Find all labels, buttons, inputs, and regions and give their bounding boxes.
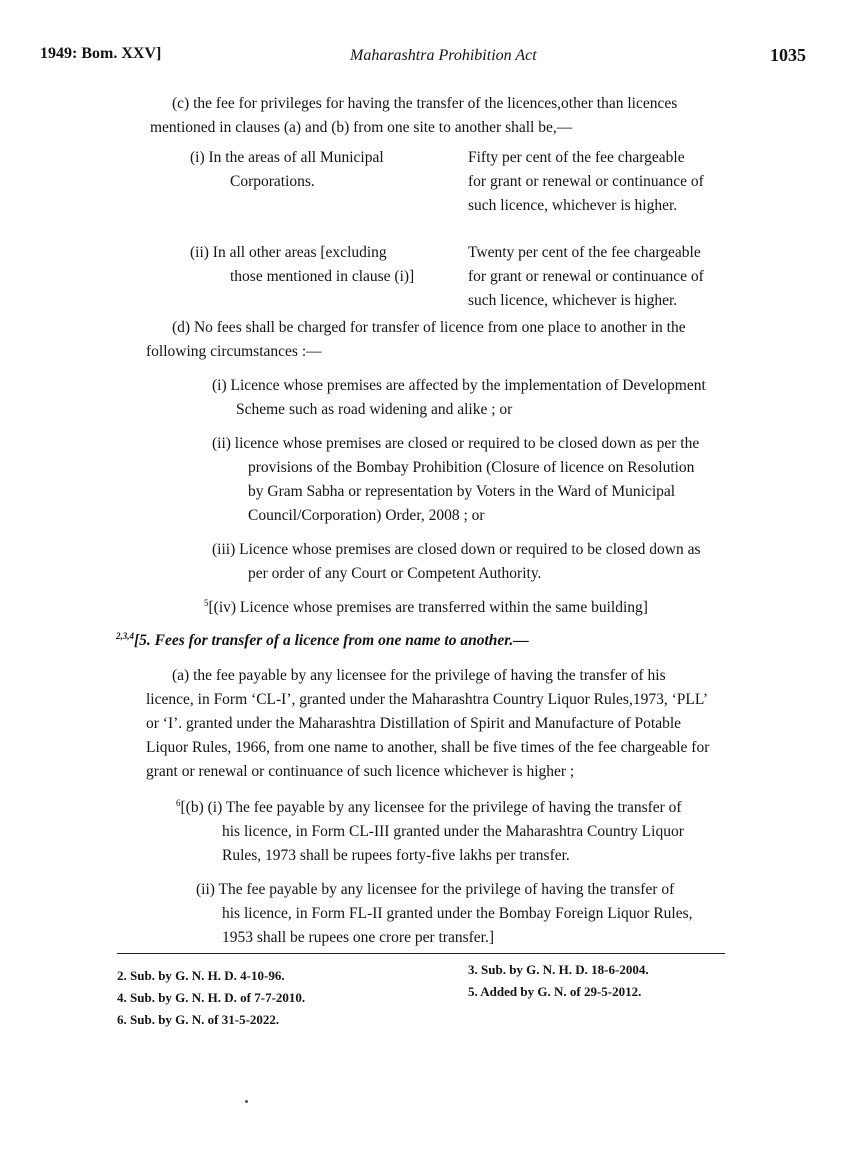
header-act-title: Maharashtra Prohibition Act [350, 47, 537, 64]
clause-c-item-1-fee-line-1: Fifty per cent of the fee chargeable [468, 149, 685, 166]
section-5-heading [116, 629, 529, 653]
clause-d-item-ii-line-4: Council/Corporation) Order, 2008 ; or [248, 507, 485, 524]
clause-c-item-1-fee-line-3: such licence, whichever is higher. [468, 197, 678, 214]
clause-d-line-1: (d) No fees shall be charged for transfer of licence from one place to another in the [172, 319, 686, 336]
clause-d-item-iv [204, 596, 648, 620]
section-5-b-i-line-1-text: [(b) (i) The fee payable by any licensee for the privilege of having the transfer of [180, 799, 682, 816]
clause-c-item-2-fee-line-1: Twenty per cent of the fee chargeable [468, 244, 701, 261]
footnote-2: 2. Sub. by G. N. H. D. 4-10-96. [117, 968, 285, 983]
footnote-6: 6. Sub. by G. N. of 31-5-2022. [117, 1012, 280, 1027]
clause-c-item-1-area-line-1: (i) In the areas of all Municipal [190, 149, 384, 166]
section-5-b-ii-line-3: 1953 shall be rupees one crore per transfer.] [222, 929, 494, 946]
clause-c-item-1-fee-line-2: for grant or renewal or continuance of [468, 173, 704, 190]
footnote-5: 5. Added by G. N. of 29-5-2012. [468, 984, 642, 999]
footnote-ref-5: 5 [204, 597, 209, 608]
section-5-b-ii-line-1: (ii) The fee payable by any licensee for the privilege of having the transfer of [196, 881, 675, 898]
clause-c-line-2: mentioned in clauses (a) and (b) from one site to another shall be,— [150, 119, 573, 136]
clause-d-item-ii-line-3: by Gram Sabha or representation by Voters in the Ward of Municipal [248, 483, 676, 500]
section-5-a-line-1: (a) the fee payable by any licensee for the privilege of having the transfer of his [172, 667, 666, 684]
header-act-reference: 1949: Bom. XXV] [40, 45, 162, 62]
section-5-a-line-4: Liquor Rules, 1966, from one name to another, shall be five times of the fee chargeable for [146, 739, 710, 756]
clause-d-item-i-line-1: (i) Licence whose premises are affected by the implementation of Development [212, 377, 706, 394]
section-5-heading-text: [5. Fees for transfer of a licence from one name to another.— [134, 632, 529, 649]
clause-c-item-2-fee-line-2: for grant or renewal or continuance of [468, 268, 704, 285]
section-5-a-line-5: grant or renewal or continuance of such licence whichever is higher ; [146, 763, 575, 780]
scan-speck [245, 1100, 248, 1103]
clause-d-line-2: following circumstances :— [146, 343, 322, 360]
section-5-b-ii-line-2: his licence, in Form FL-II granted under the Bombay Foreign Liquor Rules, [222, 905, 693, 922]
section-5-b-i-line-3: Rules, 1973 shall be rupees forty-five lakhs per transfer. [222, 847, 570, 864]
clause-c-item-1-area-line-2: Corporations. [230, 173, 315, 190]
clause-c-item-2-area-line-2: those mentioned in clause (i)] [230, 268, 415, 285]
section-5-a-line-3: or ‘I’. granted under the Maharashtra Distillation of Spirit and Manufacture of Potable [146, 715, 682, 732]
clause-d-item-i-line-2: Scheme such as road widening and alike ; or [236, 401, 513, 418]
clause-d-item-iii-line-1: (iii) Licence whose premises are closed down or required to be closed down as [212, 541, 701, 558]
section-5-b-i-line-2: his licence, in Form CL-III granted under the Maharashtra Country Liquor [222, 823, 684, 840]
clause-d-item-ii-line-1: (ii) licence whose premises are closed or required to be closed down as per the [212, 435, 700, 452]
clause-c-line-1: (c) the fee for privileges for having the transfer of the licences,other than licences [172, 95, 678, 112]
clause-c-item-2-fee-line-3: such licence, whichever is higher. [468, 292, 678, 309]
clause-c-item-2-area-line-1: (ii) In all other areas [excluding [190, 244, 387, 261]
footnote-ref-2-3-4: 2,3,4 [116, 630, 134, 641]
footnote-ref-6: 6 [176, 797, 181, 808]
footnote-3: 3. Sub. by G. N. H. D. 18-6-2004. [468, 962, 649, 977]
page-number: 1035 [770, 45, 806, 65]
footnote-divider [117, 953, 725, 954]
clause-d-item-iii-line-2: per order of any Court or Competent Authority. [248, 565, 542, 582]
section-5-a-line-2: licence, in Form ‘CL-I’, granted under the Maharashtra Country Liquor Rules,1973, ‘PLL’ [146, 691, 709, 708]
clause-d-item-ii-line-2: provisions of the Bombay Prohibition (Closure of licence on Resolution [248, 459, 695, 476]
section-5-b-i-line-1 [176, 796, 682, 820]
clause-d-item-iv-text: [(iv) Licence whose premises are transferred within the same building] [208, 599, 648, 616]
footnote-4: 4. Sub. by G. N. H. D. of 7-7-2010. [117, 990, 306, 1005]
